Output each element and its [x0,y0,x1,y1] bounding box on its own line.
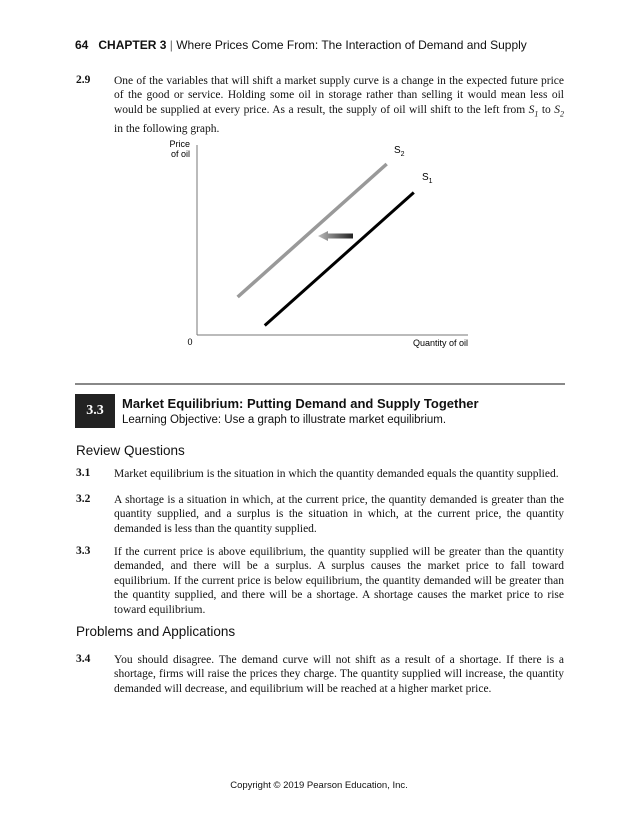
origin-label: 0 [187,337,193,347]
learning-objective: Learning Objective: Use a graph to illustrate market equilibrium. [122,414,447,426]
s2-subscript: 2 [560,109,564,119]
chapter-title: Where Prices Come From: The Interaction of Demand and Supply [176,38,527,52]
x-axis-label: Quantity of oil [412,338,468,348]
s2-symbol: S [554,103,560,116]
problem-text-main: One of the variables that will shift a market supply curve is a change in the expected future price of the good or service. Holding some oil in storage rather than selling it would mean less oil would be supplied at every price. As a result, the supply of oil will shift to the left from [114,75,564,116]
review-item-text: A shortage is a situation in which, at the current price, the quantity demanded is greater than the quantity supplied, and a surplus is the situation in which, at the current price, the quantity demanded is less than the quantity supplied. [114,494,564,535]
review-questions-heading: Review Questions [76,443,185,458]
section-number-badge: 3.3 [75,394,115,428]
copyright-footer: Copyright © 2019 Pearson Education, Inc. [230,780,408,791]
problem-item-text: You should disagree. The demand curve will not shift as a result of a shortage. If there is a shortage, firms will raise the prices they charge. The quantity supplied will increase, the quantity demanded will decrease, and equilibrium will be reached at a higher market price. [114,654,564,695]
page-number: 64 [75,38,89,52]
supply-curve-s1 [265,193,414,326]
review-item-text: If the current price is above equilibrium, the quantity supplied will be greater than the quantity demanded, and there will be a surplus. A surplus causes the market price to fall toward equilibrium. If the current price is below equilibrium, the quantity demanded will be greater than the quantity supplied, and there will be a shortage. A shortage causes the market price to rise toward equilibrium. [114,546,564,616]
supply-curve-s2 [238,164,387,297]
shift-left-arrow-icon [318,231,353,241]
y-axis-label-line1: Price [169,140,190,149]
chapter-label: CHAPTER 3 [98,38,167,52]
s1-symbol: S [528,103,535,116]
supply-shift-chart [150,140,480,355]
section-title: Market Equilibrium: Putting Demand and Supply Together [122,396,479,411]
y-axis-label-line2: of oil [170,149,190,159]
section-divider [75,383,565,385]
review-item-number: 3.2 [76,493,91,505]
header-separator: | [169,38,173,52]
s1-curve-label: $S_1$ [422,172,433,185]
review-item-number: 3.3 [76,545,91,557]
review-item-text: Market equilibrium is the situation in which the quantity demanded equals the quantity supplied. [114,468,559,480]
review-item-number: 3.1 [76,467,91,479]
problem-number: 2.9 [76,74,91,86]
s1-subscript: 1 [534,109,539,119]
running-header [75,38,527,52]
problems-heading: Problems and Applications [76,624,236,639]
problem-text-end: in the following graph. [114,122,220,135]
problem-text [114,74,564,136]
problem-item-number: 3.4 [76,653,91,665]
s2-curve-label: $S_2$ [394,145,405,158]
to-word: to [541,103,551,116]
